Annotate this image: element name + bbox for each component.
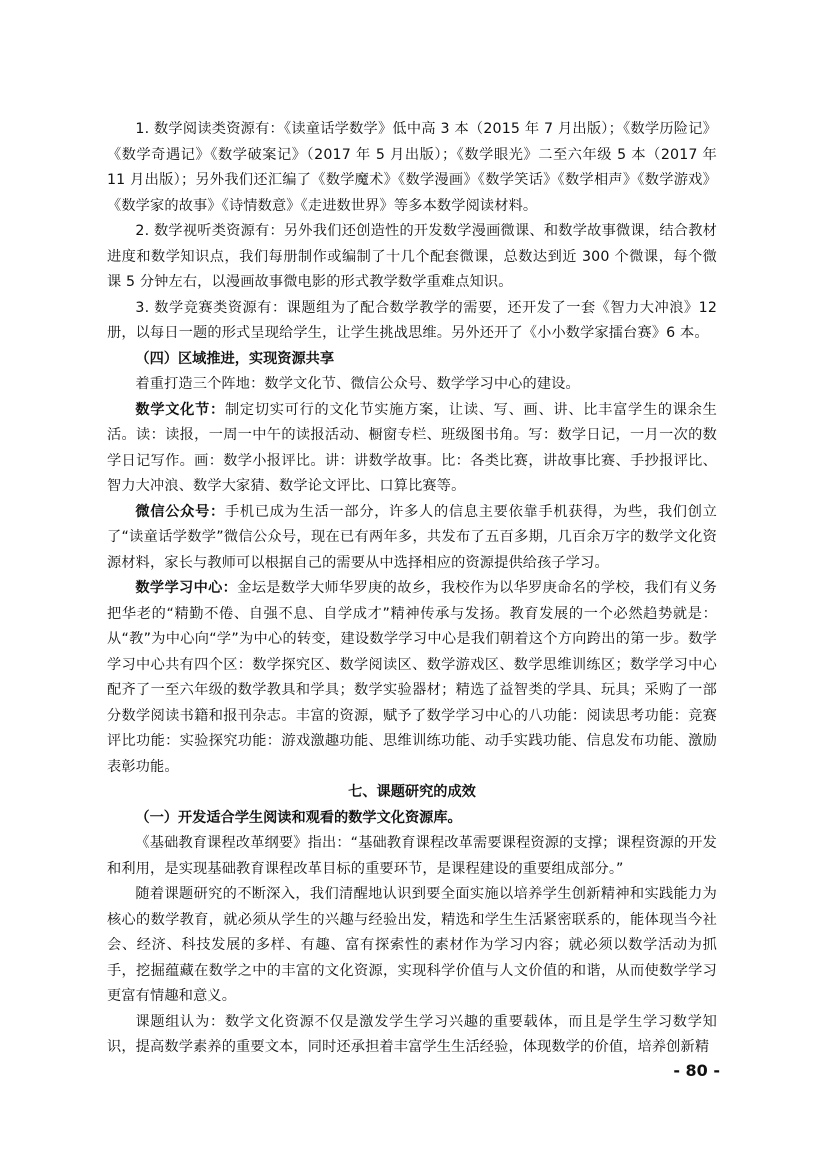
paragraph-reading-resources: 1. 数学阅读类资源有：《读童话学数学》低中高 3 本（2015 年 7 月出版）；《数学历险记》《数学奇遇记》《数学破案记》（2017 年 5 月出版）；《数学眼光》二至六年级 5 本（2017 年 11 月出版）；另外我们还汇编了《数学魔术》《数学漫画》《数学笑话》《数学相声》《数学游戏》《数学家的故事》《诗情数意》《走进数世界》等多本数学阅读材料。 bbox=[107, 121, 717, 214]
page-number: - 80 - bbox=[673, 1061, 720, 1080]
paragraph-competition-resources: 3. 数学竞赛类资源有：课题组为了配合数学教学的需要，还开发了一套《智力大冲浪》12 册，以每日一题的形式呈现给学生，让学生挑战思维。另外还开了《小小数学家擂台赛》6 本。 bbox=[107, 299, 717, 341]
paragraph-curriculum-outline: 《基础教育课程改革纲要》指出：“基础教育课程改革需要课程资源的支撑；课程资源的开发和利用，是实现基础教育课程改革目标的重要环节，是课程建设的重要组成部分。” bbox=[107, 835, 717, 877]
paragraph-culture-festival bbox=[107, 398, 717, 500]
paragraph-wechat bbox=[107, 500, 717, 577]
section-heading-resource-library: （一）开发适合学生阅读和观看的数学文化资源库。 bbox=[135, 809, 462, 826]
lead-culture-festival: 数学文化节： bbox=[135, 401, 225, 418]
document-body bbox=[107, 117, 717, 1061]
lead-wechat: 微信公众号： bbox=[135, 503, 225, 520]
paragraph-group-view: 课题组认为：数学文化资源不仅是激发学生学习兴趣的重要载体，而且是学生学习数学知识，提高数学素养的重要文本，同时还承担着丰富学生生活经验，体现数学的价值，培养创新精 bbox=[107, 1013, 717, 1055]
section-heading-regional: （四）区域推进，实现资源共享 bbox=[135, 350, 335, 367]
chapter-heading-results: 七、课题研究的成效 bbox=[348, 784, 476, 800]
paragraph-three-positions: 着重打造三个阵地：数学文化节、微信公众号、数学学习中心的建设。 bbox=[135, 376, 580, 392]
text-learning-center: 金坛是数学大师华罗庚的故乡，我校作为以华罗庚命名的学校，我们有义务把华老的“精勤不倦、自强不息、自学成才”精神传承与发扬。教育发展的一个必然趋势就是：从“教”为中心向“学”为中心的转变，建设数学学习中心是我们朝着这个方向跨出的第一步。数学学习中心共有四个区：数学探究区、数学阅读区、数学游戏区、数学思维训练区；数学学习中心配齐了一至六年级的数学教具和学具；数学实验器材；精选了益智类的学具、玩具；采购了一部分数学阅读书籍和报刊杂志。丰富的资源，赋予了数学学习中心的八功能：阅读思考功能：竞赛评比功能：实验探究功能：游戏激趣功能、思维训练功能、动手实践功能、信息发布功能、激励表彰功能。 bbox=[107, 580, 717, 775]
paragraph-audiovisual-resources: 2. 数学视听类资源有：另外我们还创造性的开发数学漫画微课、和数学故事微课，结合教材进度和数学知识点，我们每册制作或编制了十几个配套微课，总数达到近 300 个微课，每个微课 5 分钟左右，以漫画故事微电影的形式教学数学重难点知识。 bbox=[107, 223, 717, 290]
paragraph-research-deepening: 随着课题研究的不断深入，我们清醒地认识到要全面实施以培养学生创新精神和实践能力为核心的数学教育，就必须从学生的兴趣与经验出发，精选和学生生活紧密联系的，能体现当今社会、经济、科技发展的多样、有趣、富有探索性的素材作为学习内容；就必须以数学活动为抓手，挖掘蕴藏在数学之中的丰富的文化资源，实现科学价值与人文价值的和谐，从而使数学学习更富有情趣和意义。 bbox=[107, 886, 717, 1004]
lead-learning-center: 数学学习中心： bbox=[135, 580, 238, 596]
paragraph-learning-center bbox=[107, 576, 717, 780]
text-wechat: 手机已成为生活一部分，许多人的信息主要依靠手机获得，为些，我们创立了“读童话学数学”微信公众号，现在已有两年多，共发布了五百多期，几百余万字的数学文化资源材料，家长与教师可以根据自己的需要从中选择相应的资源提供给孩子学习。 bbox=[107, 503, 718, 571]
text-culture-festival: 制定切实可行的文化节实施方案，让读、写、画、讲、比丰富学生的课余生活。读：读报，一周一中午的读报活动、橱窗专栏、班级图书角。写：数学日记，一月一次的数学日记写作。画：数学小报评比。讲：讲数学故事。比：各类比赛，讲故事比赛、手抄报评比、智力大冲浪、数学大家猜、数学论文评比、口算比赛等。 bbox=[107, 401, 718, 494]
